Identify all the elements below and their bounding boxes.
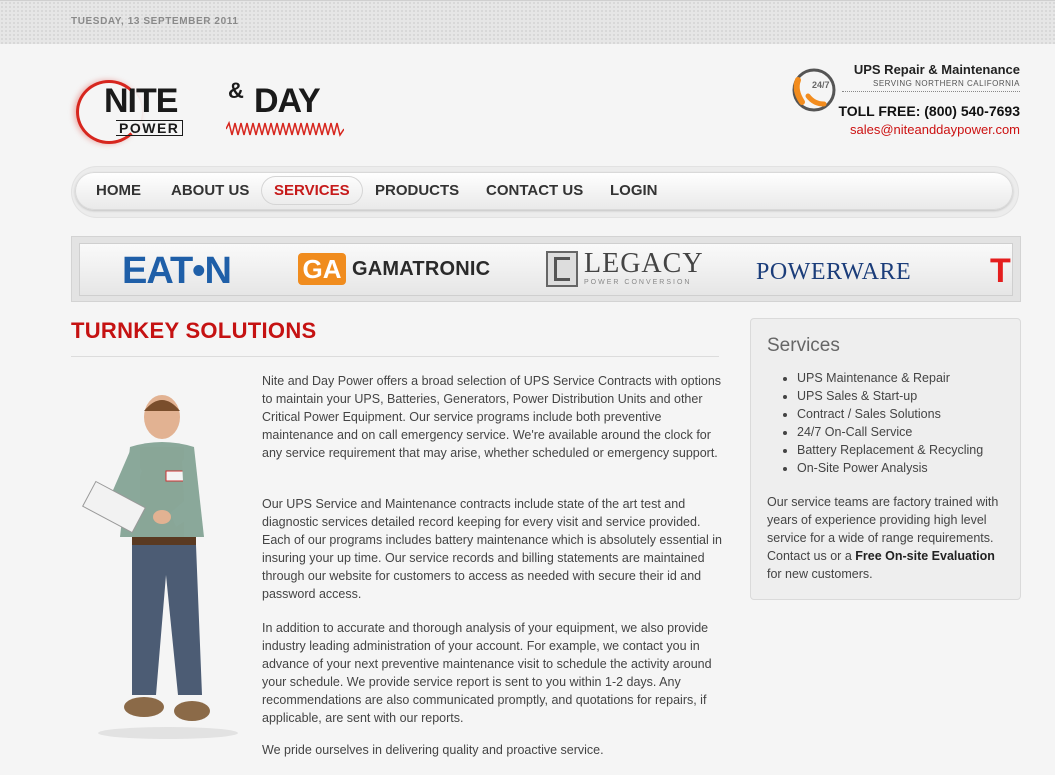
sales-email-link[interactable]: sales@niteanddaypower.com	[849, 122, 1020, 137]
contact-title: UPS Repair & Maintenance	[853, 62, 1020, 77]
contact-subtitle: SERVING NORTHERN CALIFORNIA	[842, 79, 1020, 92]
list-item: • On-Site Power Analysis	[797, 459, 983, 477]
list-item: • UPS Maintenance & Repair	[797, 369, 983, 387]
svg-text:24/7: 24/7	[812, 80, 830, 90]
intro-paragraph: Nite and Day Power offers a broad selection of UPS Service Contracts with options to maintain your UPS, Batteries, Generators, Power Distribution Units and other Critical Power Equipment. Our service programs include both preventive maintenance and on call emergency service. We're available around the clock for any service requirement that may arise, whether scheduled or emergency support.	[262, 374, 722, 460]
main-nav-bar	[75, 172, 1013, 210]
contracts-paragraph: Our UPS Service and Maintenance contracts include state of the art test and diagnostic services detailed record keeping for every visit and service provided. Each of our programs includes battery maintenance which is absolutely essential in insuring your up time. Our service records and billing statements are maintained through our website for customers to access as needed with secure their id and password access.	[262, 497, 722, 601]
technician-photo	[80, 385, 240, 745]
logo-word-day: DAY	[254, 82, 320, 120]
services-list	[779, 369, 983, 477]
logo-word-power: POWER	[116, 120, 183, 136]
list-item: • Battery Replacement & Recycling	[797, 441, 983, 459]
partial-brand-logo[interactable]: T	[990, 252, 1011, 290]
nav-login[interactable]: LOGIN	[610, 182, 658, 199]
toll-free-phone: TOLL FREE: (800) 540-7693	[838, 103, 1020, 119]
nav-contact-us[interactable]: CONTACT US	[486, 182, 584, 199]
title-divider	[71, 356, 719, 357]
phone-24-7-icon	[790, 66, 838, 114]
site-logo[interactable]	[76, 80, 356, 142]
gamatronic-logo[interactable]: GAMATRONIC	[352, 258, 491, 280]
logo-wave-icon	[226, 121, 344, 137]
gamatronic-mark-icon: GA	[298, 253, 346, 285]
free-evaluation-link[interactable]: Free On-site Evaluation	[855, 549, 995, 563]
current-date: TUESDAY, 13 SEPTEMBER 2011	[71, 16, 239, 27]
powerware-logo[interactable]: POWERWARE	[756, 259, 912, 285]
brand-carousel	[71, 236, 1021, 302]
page-title: TURNKEY SOLUTIONS	[71, 318, 317, 343]
list-item: • 24/7 On-Call Service	[797, 423, 983, 441]
sidebar-text-start: Our service teams are factory trained with years of experience providing high level service for a wide of range requirements. Contact us or a	[767, 495, 999, 563]
administration-paragraph: In addition to accurate and thorough analysis of your equipment, we also provide industry leading administration of your account. For example, we contact you in advance of your next preventive maintenance visit to schedule the activity around your schedule. We provide service report is sent to you within 1-2 days. Any recommendations are also communicated promptly, and quotations for repairs, if applicable, are sent with our reports.	[262, 621, 712, 725]
brand-strip	[79, 243, 1013, 296]
sidebar-title: Services	[767, 335, 840, 356]
list-item: • UPS Sales & Start-up	[797, 387, 983, 405]
legacy-mark-icon	[546, 251, 578, 287]
services-sidebar	[750, 318, 1021, 600]
logo-word-nite: NITE	[104, 82, 178, 120]
nav-services[interactable]: SERVICES	[261, 176, 363, 205]
main-nav	[71, 166, 1019, 218]
list-item: • Contract / Sales Solutions	[797, 405, 983, 423]
sidebar-description	[767, 493, 1011, 583]
legacy-tagline: POWER CONVERSION	[584, 279, 692, 286]
top-date-bar	[0, 0, 1055, 45]
nav-products[interactable]: PRODUCTS	[375, 182, 460, 199]
closing-paragraph: We pride ourselves in delivering quality and proactive service.	[262, 743, 604, 757]
legacy-logo[interactable]: LEGACY	[584, 248, 704, 279]
nav-home[interactable]: HOME	[96, 182, 141, 199]
nav-about-us[interactable]: ABOUT US	[171, 182, 250, 199]
eaton-logo[interactable]: EAT•N	[122, 250, 231, 292]
sidebar-text-end: for new customers.	[767, 567, 873, 581]
logo-ampersand: &	[228, 78, 244, 103]
